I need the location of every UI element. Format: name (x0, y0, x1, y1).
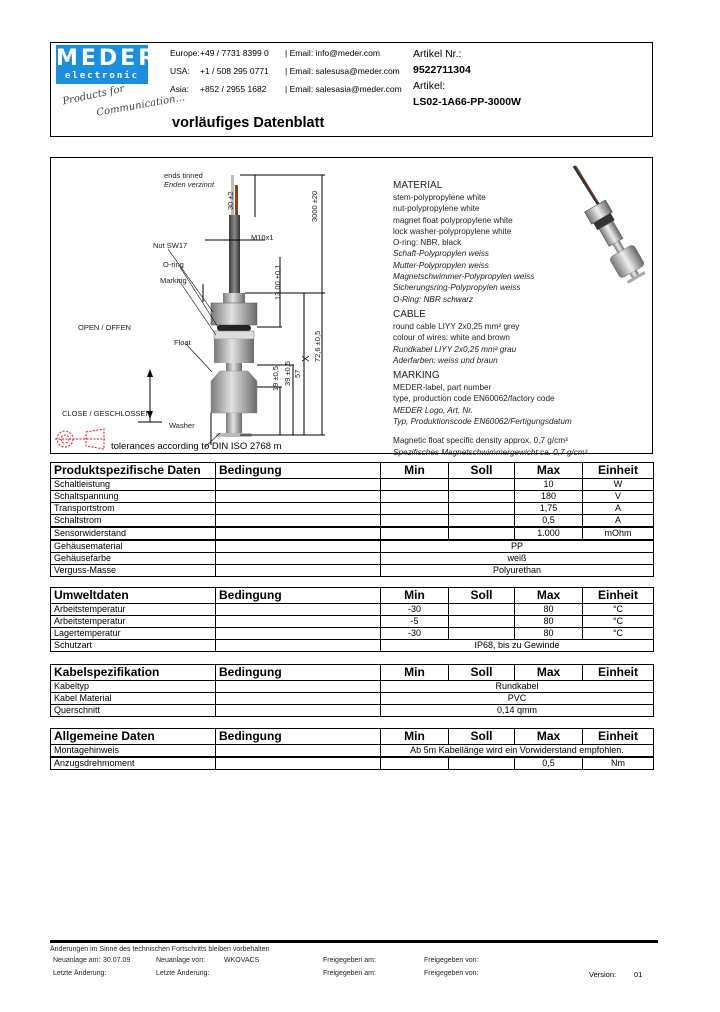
tolerances-note: tolerances according to DIN ISO 2768 m (111, 441, 282, 452)
cable-title: CABLE (393, 308, 426, 320)
article-name: LS02-1A66-PP-3000W (413, 96, 521, 108)
row-value: IP68, bis zu Gewinde (381, 640, 654, 652)
label-dim-thread: 13,00 ±0,1 (273, 264, 282, 300)
col-header: Max (515, 665, 583, 681)
col-header: Bedingung (216, 588, 381, 604)
material-line: O-Ring: NBR schwarz (393, 294, 474, 304)
row-cond (216, 640, 381, 652)
row-unit: W (583, 479, 654, 491)
row-max: 80 (515, 604, 583, 616)
row-value: Rundkabel (381, 681, 654, 693)
slogan-line1: Products for (61, 83, 126, 108)
material-line: Mutter-Polypropylen weiss (393, 260, 489, 270)
label-dim-body: 72,6 ±0,5 (313, 330, 322, 362)
row-unit: A (583, 503, 654, 515)
col-header: Bedingung (216, 665, 381, 681)
material-line: magnet float polypropylene white (393, 215, 513, 225)
row-cond (216, 616, 381, 628)
row-name: Schaltspannung (51, 491, 216, 503)
row-cond (216, 628, 381, 640)
table-row (51, 745, 654, 758)
col-header: Bedingung (216, 729, 381, 745)
row-name: Gehäusematerial (51, 540, 216, 553)
row-min (381, 479, 449, 491)
row-cond (216, 553, 381, 565)
row-cond (216, 604, 381, 616)
label-dim-total: 3000 ±20 (310, 190, 319, 222)
material-line: Sicherungsring-Polypropylen weiss (393, 283, 521, 293)
col-header: Max (515, 729, 583, 745)
table-row (51, 527, 654, 540)
material-line: Magnetschwimmer-Polypropylen weiss (393, 272, 535, 282)
density-line: Spezifisches Magnetschwimmergewicht ca. 0,7 g/cm³ (393, 447, 588, 457)
col-header: Soll (449, 463, 515, 479)
col-header: Min (381, 665, 449, 681)
row-value: Ab 5m Kabellänge wird ein Vorwiderstand empfohlen. (381, 745, 654, 758)
footer (50, 940, 658, 953)
table-row (51, 705, 654, 717)
row-name: Schaltleistung (51, 479, 216, 491)
row-cond (216, 681, 381, 693)
label-close: CLOSE / GESCHLOSSEN (62, 409, 151, 418)
row-cond (216, 515, 381, 528)
contact-phone: +852 / 2955 1682 (200, 84, 267, 94)
label-oring: O-ring (163, 260, 184, 269)
version-label: Version: (589, 970, 617, 979)
contact-phones (200, 44, 269, 98)
table-header (51, 729, 654, 745)
col-header: Max (515, 463, 583, 479)
table-row (51, 479, 654, 491)
label-float: Float (174, 338, 191, 347)
contact-email[interactable]: | Email: salesusa@meder.com (285, 66, 400, 76)
row-min (381, 527, 449, 540)
page-title: vorläufiges Datenblatt (172, 115, 325, 131)
col-header: Min (381, 588, 449, 604)
table-product-data (50, 462, 654, 577)
row-value: weiß (381, 553, 654, 565)
row-name: Kabel Material (51, 693, 216, 705)
col-header: Soll (449, 729, 515, 745)
table-row (51, 604, 654, 616)
row-name: Anzugsdrehmoment (51, 757, 216, 770)
table-header (51, 588, 654, 604)
row-soll (449, 757, 515, 770)
logo-sub: electronic (64, 71, 140, 81)
row-max: 0,5 (515, 515, 583, 528)
table-header (51, 665, 654, 681)
contact-emails (285, 44, 402, 98)
row-min (381, 503, 449, 515)
row-unit: °C (583, 604, 654, 616)
footer-notice: Änderungen im Sinne des technischen Fortschritts bleiben vorbehalten (50, 946, 270, 953)
label-dim-wire: 30 ±2 (226, 191, 235, 210)
new-by: WKOVACS (224, 957, 260, 964)
article-no-label: Artikel Nr.: (413, 48, 462, 60)
label-marking: Marking (160, 276, 187, 285)
row-max: 0,5 (515, 757, 583, 770)
label-dim-x: X (301, 355, 312, 362)
marking-line: MEDER Logo, Art. Nr. (393, 405, 473, 415)
row-name: Arbeitstemperatur (51, 604, 216, 616)
col-header: Max (515, 588, 583, 604)
article-label: Artikel: (413, 80, 446, 92)
row-value: PP (381, 540, 654, 553)
marking-line: Typ, Produktionscode EN60062/Fertigungsdatum (393, 417, 572, 427)
row-value: Polyurethan (381, 565, 654, 577)
table-row (51, 693, 654, 705)
label-enden-verzinnt: Enden verzinnt (164, 180, 215, 189)
cable-line: round cable LIYY 2x0,25 mm² grey (393, 321, 520, 331)
table-row (51, 540, 654, 553)
row-max: 80 (515, 616, 583, 628)
table-header (51, 463, 654, 479)
row-unit: °C (583, 616, 654, 628)
col-header: Min (381, 729, 449, 745)
meder-logo (56, 45, 159, 84)
marking-title: MARKING (393, 370, 440, 382)
table-row (51, 628, 654, 640)
row-name: Gehäusefarbe (51, 553, 216, 565)
row-cond (216, 745, 381, 758)
row-min (381, 491, 449, 503)
row-unit: Nm (583, 757, 654, 770)
approved-on-label: Freigegeben am: (323, 957, 376, 964)
approved-by2-label: Freigegeben von: (424, 970, 479, 977)
contact-phone: +1 / 508 295 0771 (200, 66, 269, 76)
col-header: Umweltdaten (51, 588, 216, 604)
table-general-data (50, 728, 654, 770)
label-washer: Washer (169, 421, 195, 430)
last-change-label: Letzte Änderung: (53, 970, 107, 977)
row-min (381, 757, 449, 770)
table-environment-data (50, 587, 654, 652)
row-soll (449, 491, 515, 503)
row-name: Schaltstrom (51, 515, 216, 528)
contact-email[interactable]: | Email: info@meder.com (285, 48, 380, 58)
logo-name: MEDER (56, 46, 159, 71)
label-dim-float1: 19 ±0,5 (271, 366, 280, 391)
col-header: Soll (449, 665, 515, 681)
table-row (51, 515, 654, 528)
row-soll (449, 616, 515, 628)
table-row (51, 757, 654, 770)
contact-region: Europe: (170, 48, 200, 58)
col-header: Min (381, 463, 449, 479)
table-row (51, 640, 654, 652)
row-unit: mOhm (583, 527, 654, 540)
product-3d-image (560, 162, 650, 292)
row-cond (216, 693, 381, 705)
row-soll (449, 515, 515, 528)
table-row (51, 553, 654, 565)
row-cond (216, 565, 381, 577)
density-line: Magnetic float specific density approx. 0,7 g/cm³ (393, 436, 568, 446)
row-unit: A (583, 515, 654, 528)
table-row (51, 503, 654, 515)
col-header: Einheit (583, 588, 654, 604)
row-name: Schutzart (51, 640, 216, 652)
col-header: Kabelspezifikation (51, 665, 216, 681)
col-header: Einheit (583, 463, 654, 479)
version: 01 (634, 970, 643, 979)
slogan-line2: Communication... (95, 92, 186, 119)
row-cond (216, 527, 381, 540)
cable-line: Rundkabel LIYY 2x0,25 mm² grau (393, 344, 517, 354)
row-max: 180 (515, 491, 583, 503)
row-value: PVC (381, 693, 654, 705)
label-dim-float3: 57 (293, 369, 302, 378)
row-min: -30 (381, 628, 449, 640)
row-max: 10 (515, 479, 583, 491)
contact-region: Asia: (170, 84, 189, 94)
col-header: Bedingung (216, 463, 381, 479)
row-soll (449, 604, 515, 616)
row-soll (449, 503, 515, 515)
label-nut: Nut SW17 (153, 241, 188, 250)
col-header: Einheit (583, 729, 654, 745)
table-row (51, 491, 654, 503)
table-row (51, 616, 654, 628)
material-line: stem-polypropylene white (393, 193, 486, 202)
row-name: Querschnitt (51, 705, 216, 717)
row-unit: V (583, 491, 654, 503)
article-info (413, 46, 521, 110)
row-soll (449, 479, 515, 491)
last-change-by-label: Letzte Änderung: (156, 970, 210, 977)
row-name: Montagehinweis (51, 745, 216, 758)
contact-email[interactable]: | Email: salesasia@meder.com (285, 84, 402, 94)
article-no: 9522711304 (413, 64, 471, 76)
row-value: 0,14 qmm (381, 705, 654, 717)
material-title: MATERIAL (393, 180, 443, 191)
row-max: 1,75 (515, 503, 583, 515)
row-unit: °C (583, 628, 654, 640)
row-cond (216, 491, 381, 503)
label-thread: M10x1 (251, 233, 274, 242)
row-soll (449, 527, 515, 540)
material-line: Schaft-Polypropylen weiss (393, 249, 490, 259)
new-on: 30.07.09 (103, 957, 131, 964)
approved-on2-label: Freigegeben am: (323, 970, 376, 977)
marking-line: type, production code EN60062/factory code (393, 394, 555, 404)
table-cable-spec (50, 664, 654, 717)
label-open: OPEN / OFFEN (78, 323, 131, 332)
row-name: Lagertemperatur (51, 628, 216, 640)
row-cond (216, 479, 381, 491)
material-line: nut-polypropylene white (393, 204, 480, 214)
label-ends-tinned: ends tinned (164, 171, 203, 180)
row-min: -30 (381, 604, 449, 616)
cable-line: Aderfarben: weiss und braun (393, 355, 498, 365)
label-dim-float2: 39 ±0,5 (283, 361, 292, 386)
material-line: lock washer-polypropylene white (393, 226, 512, 236)
row-min (381, 515, 449, 528)
new-by-label: Neuanlage von: (156, 957, 206, 964)
col-header: Allgemeine Daten (51, 729, 216, 745)
contact-region: USA: (170, 66, 190, 76)
col-header: Produktspezifische Daten (51, 463, 216, 479)
approved-by-label: Freigegeben von: (424, 957, 479, 964)
row-cond (216, 757, 381, 770)
row-max: 80 (515, 628, 583, 640)
row-name: Sensorwiderstand (51, 527, 216, 540)
row-max: 1.000 (515, 527, 583, 540)
row-name: Verguss-Masse (51, 565, 216, 577)
col-header: Einheit (583, 665, 654, 681)
marking-line: MEDER-label, part number (393, 383, 492, 393)
row-cond (216, 503, 381, 515)
row-cond (216, 705, 381, 717)
cable-line: colour of wires: white and brown (393, 333, 510, 343)
table-row (51, 681, 654, 693)
row-soll (449, 628, 515, 640)
row-name: Arbeitstemperatur (51, 616, 216, 628)
new-on-label: Neuanlage am: (53, 957, 101, 964)
row-cond (216, 540, 381, 553)
row-name: Kabeltyp (51, 681, 216, 693)
row-min: -5 (381, 616, 449, 628)
row-name: Transportstrom (51, 503, 216, 515)
col-header: Soll (449, 588, 515, 604)
material-line: O-ring: NBR, black (393, 238, 462, 248)
contact-regions (170, 44, 200, 98)
contact-phone: +49 / 7731 8399 0 (200, 48, 269, 58)
table-row (51, 565, 654, 577)
